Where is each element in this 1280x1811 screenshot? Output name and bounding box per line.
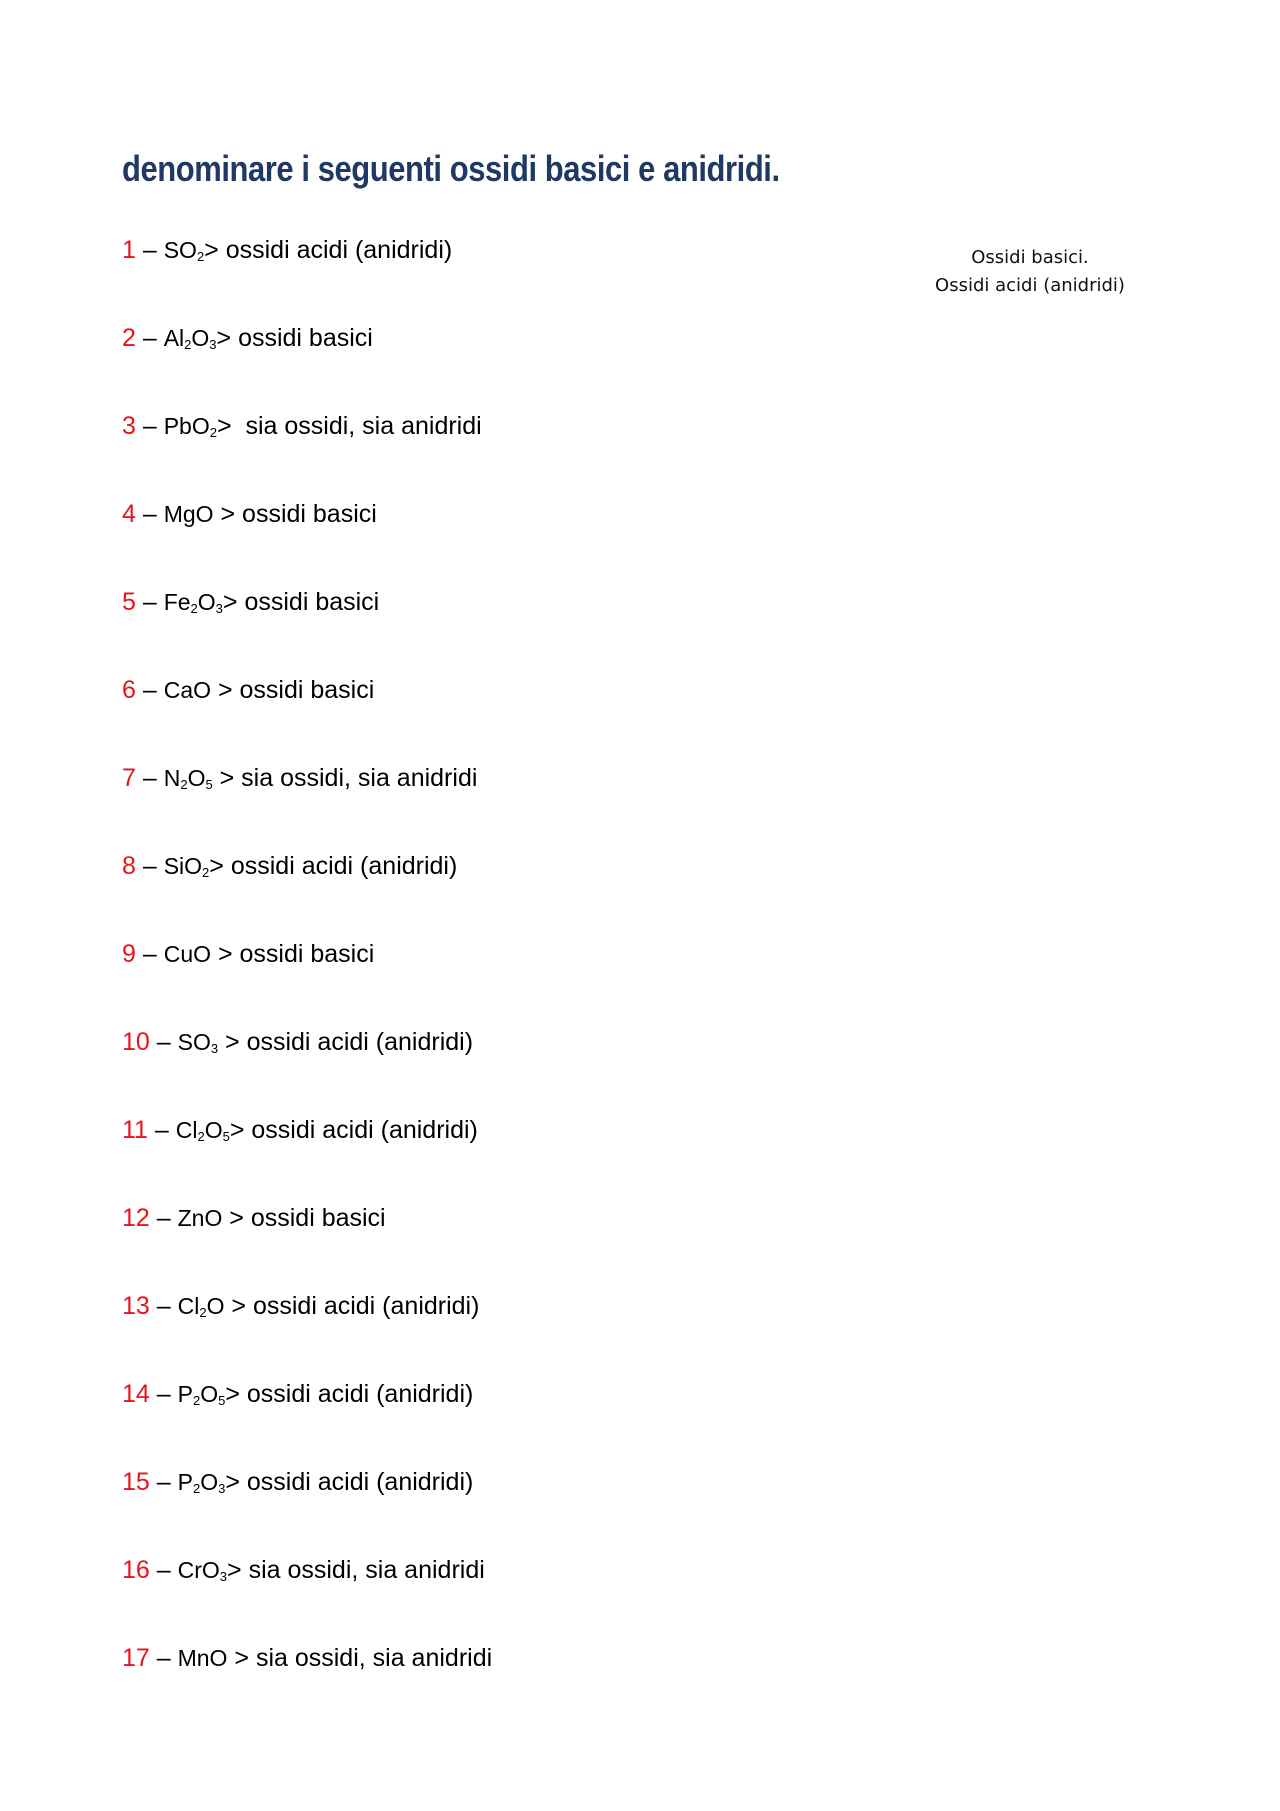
chemical-formula — [178, 1293, 225, 1319]
formula-element: O — [191, 325, 210, 351]
item-separator: > — [222, 1204, 244, 1232]
list-item — [122, 674, 492, 762]
item-separator: > — [209, 852, 224, 880]
item-number: 12 — [122, 1204, 150, 1232]
item-dash: – — [135, 236, 164, 264]
item-number: 1 — [122, 236, 136, 264]
item-number: 5 — [122, 588, 136, 616]
item-answer: ossidi acidi (anidridi) — [244, 1116, 478, 1144]
list-item — [122, 1026, 492, 1114]
formula-subscript: 3 — [215, 601, 223, 616]
formula-element: O — [187, 765, 206, 791]
list-item — [122, 1642, 492, 1730]
item-dash: – — [135, 500, 164, 528]
item-number: 2 — [122, 324, 136, 352]
formula-element: CrO — [177, 1557, 220, 1583]
legend-acid-oxides: Ossidi acidi (anidridi) — [935, 275, 1125, 296]
item-number: 7 — [122, 764, 136, 792]
formula-subscript: 2 — [190, 601, 198, 616]
item-number: 8 — [122, 852, 136, 880]
item-dash: – — [135, 412, 164, 440]
item-answer: ossidi basici — [231, 324, 373, 352]
formula-subscript: 5 — [218, 1393, 226, 1408]
formula-subscript: 2 — [199, 1305, 207, 1320]
item-separator: > — [227, 1644, 249, 1672]
item-number: 9 — [122, 940, 136, 968]
formula-subscript: 2 — [209, 425, 217, 440]
list-item — [122, 1114, 492, 1202]
item-separator: > — [227, 1556, 242, 1584]
item-answer: ossidi acidi (anidridi) — [218, 236, 453, 264]
item-separator: > — [216, 412, 232, 440]
formula-element: PbO — [163, 413, 210, 439]
formula-element: P — [177, 1381, 193, 1407]
chemical-formula — [178, 1557, 227, 1583]
item-number: 6 — [122, 676, 136, 704]
item-separator: > — [211, 676, 233, 704]
formula-element: O — [206, 1293, 225, 1319]
item-answer: ossidi basici — [232, 940, 375, 968]
item-number: 3 — [122, 412, 136, 440]
item-separator: > — [211, 940, 233, 968]
item-number: 4 — [122, 500, 136, 528]
chemical-formula — [164, 853, 210, 879]
item-dash: – — [135, 588, 164, 616]
item-dash: – — [149, 1468, 178, 1496]
list-item — [122, 938, 492, 1026]
item-separator: > — [216, 324, 232, 352]
item-dash: – — [149, 1204, 178, 1232]
formula-element: SiO — [163, 853, 203, 879]
item-separator: > — [212, 764, 235, 792]
formula-element: P — [177, 1469, 193, 1495]
chemical-formula — [164, 589, 223, 615]
list-item — [122, 410, 492, 498]
list-item — [122, 1202, 492, 1290]
list-item — [122, 1290, 492, 1378]
item-dash: – — [149, 1644, 178, 1672]
chemical-formula — [164, 677, 211, 703]
chemical-formula — [164, 413, 217, 439]
item-dash: – — [135, 324, 164, 352]
item-separator: > — [225, 1468, 240, 1496]
formula-element: SO — [163, 237, 197, 263]
list-item — [122, 850, 492, 938]
item-separator: > — [218, 1028, 240, 1056]
item-dash: – — [149, 1292, 178, 1320]
formula-element: Fe — [163, 589, 191, 615]
item-answer: sia ossidi, sia anidridi — [234, 764, 478, 792]
legend-note — [900, 244, 1160, 300]
formula-element: CaO — [163, 677, 211, 703]
item-answer: ossidi acidi (anidridi) — [246, 1292, 480, 1320]
item-number: 10 — [122, 1028, 150, 1056]
list-item — [122, 498, 492, 586]
item-separator: > — [204, 236, 219, 264]
formula-element: Cl — [177, 1293, 200, 1319]
item-number: 14 — [122, 1380, 150, 1408]
item-dash: – — [149, 1380, 178, 1408]
formula-subscript: 2 — [184, 337, 192, 352]
item-separator: > — [224, 1292, 247, 1320]
item-answer: ossidi basici — [237, 588, 380, 616]
formula-element: N — [163, 765, 181, 791]
chemical-formula — [176, 1117, 230, 1143]
formula-element: ZnO — [177, 1205, 223, 1231]
legend-basic-oxides: Ossidi basici. — [971, 247, 1089, 268]
formula-subscript: 3 — [219, 1569, 228, 1584]
item-dash: – — [135, 676, 164, 704]
chemical-formula — [164, 237, 204, 263]
item-answer: sia ossidi, sia anidridi — [241, 1556, 485, 1584]
list-item — [122, 234, 492, 322]
item-separator: > — [213, 500, 236, 528]
item-dash: – — [147, 1116, 176, 1144]
formula-element: SO — [177, 1029, 211, 1055]
answer-list — [122, 234, 492, 1730]
item-dash: – — [135, 764, 164, 792]
formula-element: CuO — [163, 941, 211, 967]
formula-element: O — [200, 1469, 219, 1495]
formula-element: MgO — [163, 501, 214, 527]
list-item — [122, 322, 492, 410]
list-item — [122, 1466, 492, 1554]
chemical-formula — [164, 765, 213, 791]
item-answer: ossidi acidi (anidridi) — [239, 1028, 474, 1056]
formula-element: O — [200, 1381, 219, 1407]
formula-subscript: 2 — [196, 249, 205, 264]
item-dash: – — [135, 852, 164, 880]
chemical-formula — [178, 1205, 223, 1231]
item-number: 13 — [122, 1292, 150, 1320]
item-answer: sia ossidi, sia anidridi — [231, 412, 482, 440]
list-item — [122, 586, 492, 674]
formula-subscript: 2 — [180, 777, 188, 792]
chemical-formula — [164, 941, 211, 967]
formula-element: Al — [163, 325, 185, 351]
item-number: 15 — [122, 1468, 150, 1496]
chemical-formula — [178, 1645, 228, 1671]
chemical-formula — [178, 1469, 226, 1495]
item-answer: ossidi acidi (anidridi) — [223, 852, 458, 880]
item-separator: > — [225, 1380, 240, 1408]
item-dash: – — [135, 940, 164, 968]
list-item — [122, 1554, 492, 1642]
chemical-formula — [178, 1381, 226, 1407]
item-separator: > — [222, 588, 238, 616]
item-answer: ossidi acidi (anidridi) — [239, 1380, 474, 1408]
item-separator: > — [229, 1116, 245, 1144]
formula-subscript: 3 — [209, 337, 217, 352]
item-number: 17 — [122, 1644, 150, 1672]
formula-element: O — [197, 589, 216, 615]
formula-element: O — [204, 1117, 223, 1143]
item-answer: sia ossidi, sia anidridi — [249, 1644, 493, 1672]
formula-subscript: 2 — [192, 1481, 201, 1496]
item-answer: ossidi basici — [243, 1204, 386, 1232]
chemical-formula — [178, 1029, 218, 1055]
item-number: 11 — [122, 1116, 148, 1144]
formula-element: MnO — [177, 1645, 228, 1671]
item-answer: ossidi acidi (anidridi) — [239, 1468, 474, 1496]
formula-subscript: 5 — [205, 777, 213, 792]
formula-subscript: 3 — [210, 1041, 219, 1056]
formula-subscript: 2 — [197, 1129, 205, 1144]
item-answer: ossidi basici — [232, 676, 375, 704]
chemical-formula — [164, 501, 214, 527]
formula-subscript: 3 — [218, 1481, 226, 1496]
list-item — [122, 762, 492, 850]
item-answer: ossidi basici — [235, 500, 377, 528]
chemical-formula — [164, 325, 217, 351]
page-title: denominare i seguenti ossidi basici e anidridi. — [122, 148, 780, 189]
list-item — [122, 1378, 492, 1466]
formula-subscript: 2 — [202, 865, 210, 880]
item-dash: – — [149, 1556, 178, 1584]
item-number: 16 — [122, 1556, 150, 1584]
formula-subscript: 2 — [192, 1393, 201, 1408]
formula-subscript: 5 — [222, 1129, 230, 1144]
formula-element: Cl — [175, 1117, 198, 1143]
item-dash: – — [149, 1028, 178, 1056]
